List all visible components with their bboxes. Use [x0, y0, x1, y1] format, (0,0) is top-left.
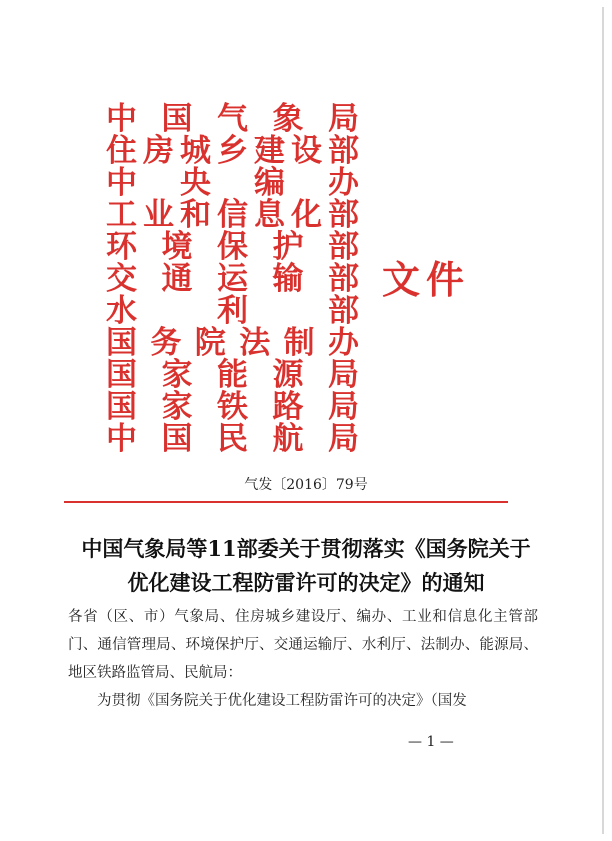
- agency-row: [106, 165, 360, 201]
- agency-char: 国: [106, 357, 137, 393]
- agency-char: 中: [106, 421, 137, 457]
- agency-char: 务: [150, 325, 182, 361]
- document-page: [8, 7, 604, 834]
- agency-char: 民: [217, 421, 248, 457]
- agency-char: 环: [106, 229, 137, 265]
- agency-char: 象: [272, 101, 304, 137]
- agency-row: [106, 389, 360, 425]
- agency-char: 国: [106, 389, 137, 425]
- title-line-1: 中国气象局等11部委关于贯彻落实《国务院关于: [81, 536, 531, 561]
- red-separator-line: [64, 501, 508, 503]
- agency-char: 国: [161, 421, 193, 457]
- agency-char: 护: [272, 229, 304, 265]
- agency-char: 办: [328, 325, 359, 361]
- agency-char: 航: [272, 421, 304, 457]
- agency-char: 业: [143, 197, 174, 233]
- agency-char: 部: [328, 133, 359, 169]
- document-type-label: 文件: [382, 257, 471, 302]
- document-body: [68, 603, 538, 715]
- agency-row: [106, 293, 360, 329]
- agency-char: 水: [106, 293, 137, 329]
- agency-char: 通: [161, 261, 193, 297]
- agency-char: 化: [291, 197, 322, 233]
- agency-char: 家: [161, 357, 193, 393]
- agency-char: 国: [106, 325, 137, 361]
- agency-row: [106, 261, 360, 297]
- agency-char: 房: [143, 133, 174, 169]
- agency-char: 交: [106, 261, 137, 297]
- agency-char: 工: [106, 197, 137, 233]
- agency-char: 办: [328, 165, 359, 201]
- agency-char: 境: [161, 229, 193, 265]
- agency-char: 部: [328, 293, 359, 329]
- agency-char: 乡: [217, 133, 248, 169]
- agency-row: [106, 229, 360, 265]
- title-line-2: 优化建设工程防雷许可的决定》的通知: [127, 570, 485, 595]
- agency-char: 源: [272, 357, 304, 393]
- agency-char: 城: [180, 133, 211, 169]
- agency-char: 运: [217, 261, 248, 297]
- agency-char: 住: [106, 133, 137, 169]
- agency-char: 铁: [217, 389, 248, 425]
- recipients-paragraph: 各省（区、市）气象局、住房城乡建设厅、编办、工业和信息化主管部门、通信管理局、环境保护厅、交通运输厅、水利厅、法制办、能源局、地区铁路监管局、民航局：: [68, 609, 538, 681]
- agency-char: 中: [106, 165, 137, 201]
- agency-char: 气: [217, 101, 248, 137]
- agency-char: 编: [254, 165, 285, 201]
- agency-char: 建: [254, 133, 285, 169]
- agency-char: 信: [217, 197, 248, 233]
- agency-char: 国: [161, 101, 193, 137]
- page-number: — 1 —: [408, 734, 454, 750]
- agency-char: 中: [106, 101, 137, 137]
- agency-char: 法: [239, 325, 271, 361]
- agency-row: [106, 101, 360, 137]
- agency-char: 路: [272, 389, 304, 425]
- document-title: [48, 532, 564, 600]
- agency-char: 部: [328, 197, 359, 233]
- agency-char: 局: [328, 101, 359, 137]
- agency-char: 利: [217, 293, 248, 329]
- document-number: 气发〔2016〕79号: [244, 477, 368, 493]
- agency-row: [106, 197, 360, 233]
- agency-char: 能: [217, 357, 248, 393]
- agency-row: [106, 357, 360, 393]
- agency-char: 息: [254, 197, 285, 233]
- agency-char: 输: [272, 261, 304, 297]
- agency-char: 部: [328, 229, 359, 265]
- agency-char: 和: [180, 197, 211, 233]
- agency-row: [106, 421, 360, 457]
- agency-char: 央: [180, 165, 211, 201]
- agency-char: 院: [194, 325, 226, 361]
- agency-char: 保: [217, 229, 248, 265]
- agency-char: 局: [328, 421, 359, 457]
- agency-row: [106, 133, 360, 169]
- agency-char: 家: [161, 389, 193, 425]
- body-paragraph-1: 为贯彻《国务院关于优化建设工程防雷许可的决定》（国发: [97, 693, 467, 709]
- agency-char: 部: [328, 261, 359, 297]
- agency-char: 设: [291, 133, 322, 169]
- agency-char: 制: [283, 325, 315, 361]
- agency-row: [106, 325, 360, 361]
- agency-char: 局: [328, 389, 359, 425]
- agency-char: 局: [328, 357, 359, 393]
